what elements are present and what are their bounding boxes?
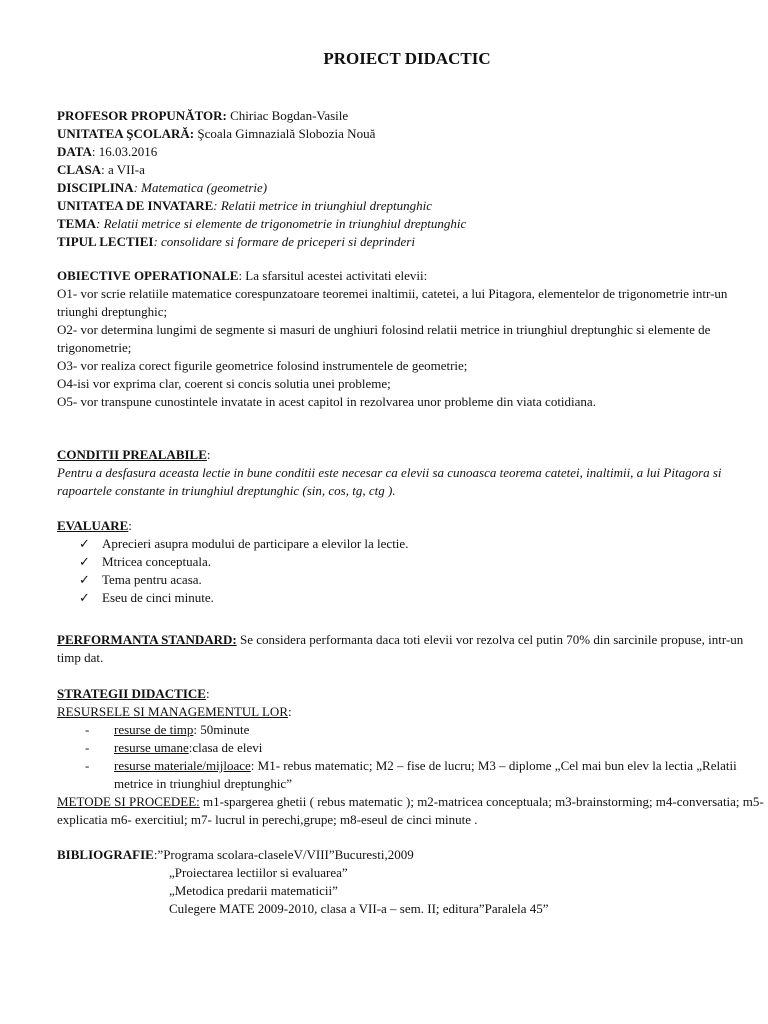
field-disciplina: DISCIPLINA: Matematica (geometrie) xyxy=(57,180,268,195)
list-item: ✓ Eseu de cinci minute. xyxy=(79,590,214,605)
field-unitatea-de-invatare: UNITATEA DE INVATARE: Relatii metrice in triunghiul dreptunghic xyxy=(57,198,432,213)
checkmark-icon: ✓ xyxy=(79,572,90,587)
conditions-text: Pentru a desfasura aceasta lectie in bune conditii este necesar ca elevii sa cunoasca teorema catetei, inaltimii, a lui Pitagora si rapoartele constante in triunghiul dreptunghic (sin, cos, tg, ctg ). xyxy=(57,465,722,498)
field-profesor: PROFESOR PROPUNĂTOR: Chiriac Bogdan-Vasile xyxy=(57,108,349,123)
bibliography-item: „Proiectarea lectiilor si evaluarea” xyxy=(169,865,348,880)
field-tipul-lectiei: TIPUL LECTIEI: consolidare si formare de priceperi si deprinderi xyxy=(57,234,415,249)
checkmark-icon: ✓ xyxy=(79,590,90,605)
list-item: - resurse materiale/mijloace: M1- rebus matematic; M2 – fise de lucru; M3 – diplome „Cel mai bun elev la lectia „Relatii metrice in triunghiul dreptunghic” xyxy=(85,758,737,791)
objective-item: O2- vor determina lungimi de segmente si masuri de unghiuri folosind relatii metrice in triunghiul dreptunghic si elemente de trigonometrie; xyxy=(57,322,711,355)
resources-heading: RESURSELE SI MANAGEMENTUL LOR: xyxy=(57,704,292,719)
field-unitatea-scolara: UNITATEA ŞCOLARĂ: Şcoala Gimnazială Slobozia Nouă xyxy=(57,126,376,141)
field-tema: TEMA: Relatii metrice si elemente de trigonometrie in triunghiul dreptunghic xyxy=(57,216,467,231)
field-clasa: CLASA: a VII-a xyxy=(57,162,145,177)
objective-item: O4-isi vor exprima clar, coerent si concis solutia unei probleme; xyxy=(57,376,391,391)
bibliography-heading: BIBLIOGRAFIE:”Programa scolara-claseleV/VIII”Bucuresti,2009 xyxy=(57,847,414,862)
performance-section xyxy=(57,631,768,667)
performance-text: PERFORMANTA STANDARD: Se considera performanta daca toti elevii vor rezolva cel putin 70% din sarcinile propuse, intr-un timp dat. xyxy=(57,632,744,665)
objectives-section xyxy=(57,267,768,411)
checkmark-icon: ✓ xyxy=(79,554,90,569)
resources-list xyxy=(57,721,768,793)
evaluation-heading: EVALUARE: xyxy=(57,518,132,533)
methods-text: METODE SI PROCEDEE: m1-spargerea ghetii ( rebus matematic ); m2-matricea conceptuala; m3-brainstorming; m4-conversatia; m5- explicatia m6- exercitiul; m7- lucrul in perechi,grupe; m8-eseul de cinci minute . xyxy=(57,794,764,827)
bibliography-section xyxy=(57,846,768,918)
objective-item: O1- vor scrie relatiile matematice corespunzatoare teoremei inaltimii, catetei, a lui Pitagora, elementelor de trigonometrie intr-un triunghi dreptunghic; xyxy=(57,286,728,319)
list-item: ✓ Mtricea conceptuala. xyxy=(79,554,211,569)
objective-item: O5- vor transpune cunostintele invatate in acest capitol in rezolvarea unor probleme din viata cotidiana. xyxy=(57,394,596,409)
evaluation-section xyxy=(57,517,768,607)
checkmark-icon: ✓ xyxy=(79,536,90,551)
header-fields xyxy=(57,107,768,251)
bibliography-item: Culegere MATE 2009-2010, clasa a VII-a – sem. II; editura”Paralela 45” xyxy=(169,901,549,916)
objectives-heading: OBIECTIVE OPERATIONALE: La sfarsitul acestei activitati elevii: xyxy=(57,268,428,283)
list-item: - resurse umane:clasa de elevi xyxy=(85,740,263,755)
objective-item: O3- vor realiza corect figurile geometrice folosind instrumentele de geometrie; xyxy=(57,358,468,373)
conditions-section xyxy=(57,446,768,500)
list-item: ✓ Tema pentru acasa. xyxy=(79,572,202,587)
evaluation-list xyxy=(57,535,768,607)
strategies-heading: STRATEGII DIDACTICE: xyxy=(57,686,210,701)
page-title: PROIECT DIDACTIC xyxy=(323,49,491,68)
list-item: - resurse de timp: 50minute xyxy=(85,722,250,737)
strategies-section xyxy=(57,685,768,829)
list-item: ✓ Aprecieri asupra modului de participare a elevilor la lectie. xyxy=(79,536,409,551)
bibliography-item: „Metodica predarii matematicii” xyxy=(169,883,338,898)
field-data: DATA: 16.03.2016 xyxy=(57,144,158,159)
conditions-heading: CONDITII PREALABILE: xyxy=(57,447,211,462)
